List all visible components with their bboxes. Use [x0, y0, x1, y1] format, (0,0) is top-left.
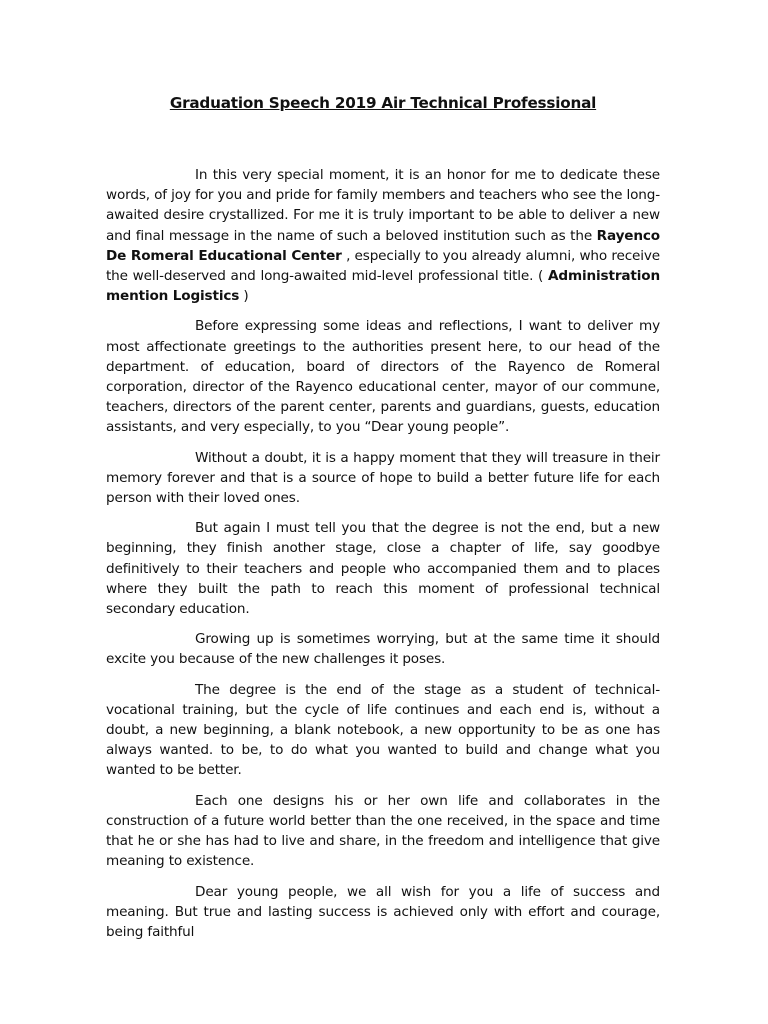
paragraph-8: Dear young people, we all wish for you a life of success and meaning. But true and lasting success is achieved only with effort and courage, being faithful: [106, 883, 660, 940]
paragraph-2: Before expressing some ideas and reflections, I want to deliver my most affectionate greetings to the authorities present here, to our head of the department. of education, board of directors of the Rayenco de Romeral corporation, director of the Rayenco educational center, mayor of our commune, teachers, directors of the parent center, parents and guardians, guests, education assistants, and very especially, to you “Dear young people”.: [106, 318, 660, 436]
program-name: Administration mention Logistics: [106, 268, 660, 305]
paragraph-4: But again I must tell you that the degree is not the end, but a new beginning, they finish another stage, close a chapter of life, say goodbye definitively to their teachers and people who accompanied them and to places where they built the path to reach this moment of professional technical secondary education.: [106, 520, 660, 618]
paragraph-1: [106, 165, 660, 306]
institution-name: Rayenco De Romeral Educational Center: [106, 227, 660, 264]
paragraph-6: The degree is the end of the stage as a student of technical-vocational training, but the cycle of life continues and each end is, without a doubt, a new beginning, a blank notebook, a new opportunity to be as one has always wanted. to be, to do what you wanted to build and change what you wanted to be better.: [106, 681, 660, 779]
paragraph-3: Without a doubt, it is a happy moment that they will treasure in their memory forever and that is a source of hope to build a better future life for each person with their loved ones.: [106, 449, 660, 507]
paragraph-5: Growing up is sometimes worrying, but at the same time it should excite you because of the new challenges it poses.: [106, 631, 660, 668]
document-body: [106, 165, 660, 952]
document-title: Graduation Speech 2019 Air Technical Professional: [169, 94, 597, 112]
paragraph-1-text-a: In this very special moment, it is an honor for me to dedicate these words, of joy for you and pride for family members and teachers who see the long-awaited desire crystallized. For me it is truly important to be able to deliver a new and final message in the name of such a beloved institution such as the: [106, 167, 660, 244]
paragraph-1-text-c: ): [239, 288, 249, 305]
paragraph-7: Each one designs his or her own life and collaborates in the construction of a future world better than the one received, in the space and time that he or she has had to live and share, in the freedom and intelligence that give meaning to existence.: [106, 792, 660, 870]
paragraph-1-text-b: , especially to you already alumni, who receive the well-deserved and long-awaited mid-level professional title. (: [106, 247, 660, 285]
